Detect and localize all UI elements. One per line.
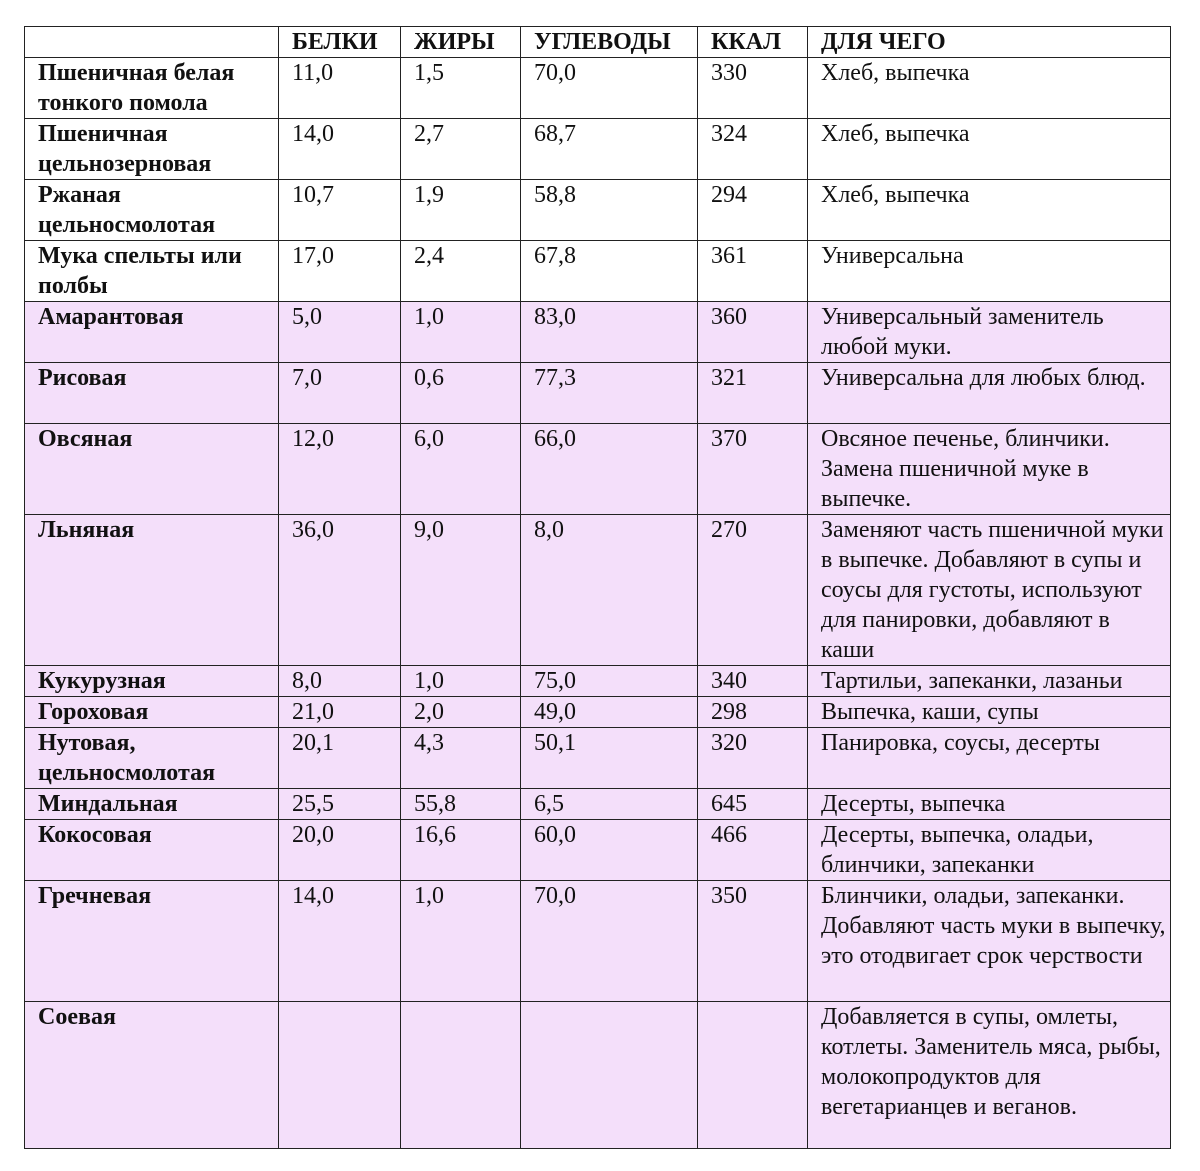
flour-name: Овсяная (25, 424, 279, 515)
protein-value: 20,0 (279, 820, 401, 881)
fat-value: 1,0 (401, 881, 521, 1002)
use-text: Универсальна (808, 241, 1171, 302)
protein-value: 5,0 (279, 302, 401, 363)
use-text: Тартильи, запеканки, лазаньи (808, 666, 1171, 697)
carbs-value: 60,0 (521, 820, 698, 881)
table-row (25, 515, 1171, 666)
protein-value: 17,0 (279, 241, 401, 302)
kcal-value: 645 (698, 789, 808, 820)
table-row (25, 58, 1171, 119)
table-row (25, 666, 1171, 697)
flour-name: Амарантовая (25, 302, 279, 363)
table-row (25, 881, 1171, 1002)
flour-name: Кукурузная (25, 666, 279, 697)
flour-nutrition-table (24, 26, 1171, 1149)
kcal-value: 350 (698, 881, 808, 1002)
flour-name: Гречневая (25, 881, 279, 1002)
use-text: Хлеб, выпечка (808, 119, 1171, 180)
table-row (25, 119, 1171, 180)
protein-value: 14,0 (279, 119, 401, 180)
kcal-value: 320 (698, 728, 808, 789)
flour-name: Льняная (25, 515, 279, 666)
protein-value: 36,0 (279, 515, 401, 666)
kcal-value: 340 (698, 666, 808, 697)
flour-name: Рисовая (25, 363, 279, 424)
carbs-value (521, 1002, 698, 1149)
flour-name: Пшеничная белая тонкого помола (25, 58, 279, 119)
header-name (25, 27, 279, 58)
header-carbs: УГЛЕВОДЫ (521, 27, 698, 58)
flour-name: Мука спельты или полбы (25, 241, 279, 302)
fat-value: 9,0 (401, 515, 521, 666)
flour-name: Соевая (25, 1002, 279, 1149)
kcal-value: 370 (698, 424, 808, 515)
carbs-value: 67,8 (521, 241, 698, 302)
fat-value: 1,5 (401, 58, 521, 119)
header-use: ДЛЯ ЧЕГО (808, 27, 1171, 58)
table-row (25, 302, 1171, 363)
use-text: Универсальна для любых блюд. (808, 363, 1171, 424)
use-text: Десерты, выпечка, оладьи, блинчики, запеканки (808, 820, 1171, 881)
use-text: Заменяют часть пшеничной муки в выпечке. Добавляют в супы и соусы для густоты, используют для панировки, добавляют в каши (808, 515, 1171, 666)
table-row (25, 241, 1171, 302)
protein-value: 11,0 (279, 58, 401, 119)
fat-value: 6,0 (401, 424, 521, 515)
use-text: Хлеб, выпечка (808, 180, 1171, 241)
use-text: Блинчики, оладьи, запеканки. Добавляют часть муки в выпечку, это отодвигает срок черствости (808, 881, 1171, 1002)
carbs-value: 66,0 (521, 424, 698, 515)
kcal-value: 321 (698, 363, 808, 424)
use-text: Овсяное печенье, блинчики. Замена пшеничной муке в выпечке. (808, 424, 1171, 515)
kcal-value: 330 (698, 58, 808, 119)
carbs-value: 49,0 (521, 697, 698, 728)
flour-name: Нутовая, цельносмолотая (25, 728, 279, 789)
flour-name: Гороховая (25, 697, 279, 728)
protein-value: 25,5 (279, 789, 401, 820)
fat-value: 16,6 (401, 820, 521, 881)
carbs-value: 70,0 (521, 881, 698, 1002)
carbs-value: 83,0 (521, 302, 698, 363)
flour-name: Пшеничная цельнозерновая (25, 119, 279, 180)
kcal-value: 466 (698, 820, 808, 881)
header-protein: БЕЛКИ (279, 27, 401, 58)
fat-value: 2,0 (401, 697, 521, 728)
fat-value (401, 1002, 521, 1149)
kcal-value: 298 (698, 697, 808, 728)
kcal-value: 270 (698, 515, 808, 666)
carbs-value: 75,0 (521, 666, 698, 697)
protein-value: 12,0 (279, 424, 401, 515)
header-fat: ЖИРЫ (401, 27, 521, 58)
use-text: Универсальный заменитель любой муки. (808, 302, 1171, 363)
use-text: Выпечка, каши, супы (808, 697, 1171, 728)
carbs-value: 58,8 (521, 180, 698, 241)
carbs-value: 77,3 (521, 363, 698, 424)
kcal-value (698, 1002, 808, 1149)
flour-name: Кокосовая (25, 820, 279, 881)
protein-value: 10,7 (279, 180, 401, 241)
protein-value: 7,0 (279, 363, 401, 424)
table-row (25, 1002, 1171, 1149)
protein-value: 21,0 (279, 697, 401, 728)
carbs-value: 50,1 (521, 728, 698, 789)
flour-name: Ржаная цельносмолотая (25, 180, 279, 241)
fat-value: 55,8 (401, 789, 521, 820)
table-row (25, 728, 1171, 789)
carbs-value: 68,7 (521, 119, 698, 180)
protein-value: 20,1 (279, 728, 401, 789)
fat-value: 1,0 (401, 302, 521, 363)
table-row (25, 789, 1171, 820)
kcal-value: 361 (698, 241, 808, 302)
use-text: Добавляется в супы, омлеты, котлеты. Заменитель мяса, рыбы, молокопродуктов для вегетарианцев и веганов. (808, 1002, 1171, 1149)
carbs-value: 70,0 (521, 58, 698, 119)
table-row (25, 697, 1171, 728)
fat-value: 0,6 (401, 363, 521, 424)
kcal-value: 324 (698, 119, 808, 180)
fat-value: 2,4 (401, 241, 521, 302)
protein-value: 14,0 (279, 881, 401, 1002)
use-text: Десерты, выпечка (808, 789, 1171, 820)
table-row (25, 363, 1171, 424)
header-row (25, 27, 1171, 58)
flour-name: Миндальная (25, 789, 279, 820)
fat-value: 2,7 (401, 119, 521, 180)
table-row (25, 424, 1171, 515)
protein-value: 8,0 (279, 666, 401, 697)
header-kcal: ККАЛ (698, 27, 808, 58)
kcal-value: 294 (698, 180, 808, 241)
protein-value (279, 1002, 401, 1149)
kcal-value: 360 (698, 302, 808, 363)
carbs-value: 6,5 (521, 789, 698, 820)
fat-value: 1,9 (401, 180, 521, 241)
table-row (25, 180, 1171, 241)
fat-value: 1,0 (401, 666, 521, 697)
use-text: Хлеб, выпечка (808, 58, 1171, 119)
use-text: Панировка, соусы, десерты (808, 728, 1171, 789)
table-row (25, 820, 1171, 881)
carbs-value: 8,0 (521, 515, 698, 666)
fat-value: 4,3 (401, 728, 521, 789)
